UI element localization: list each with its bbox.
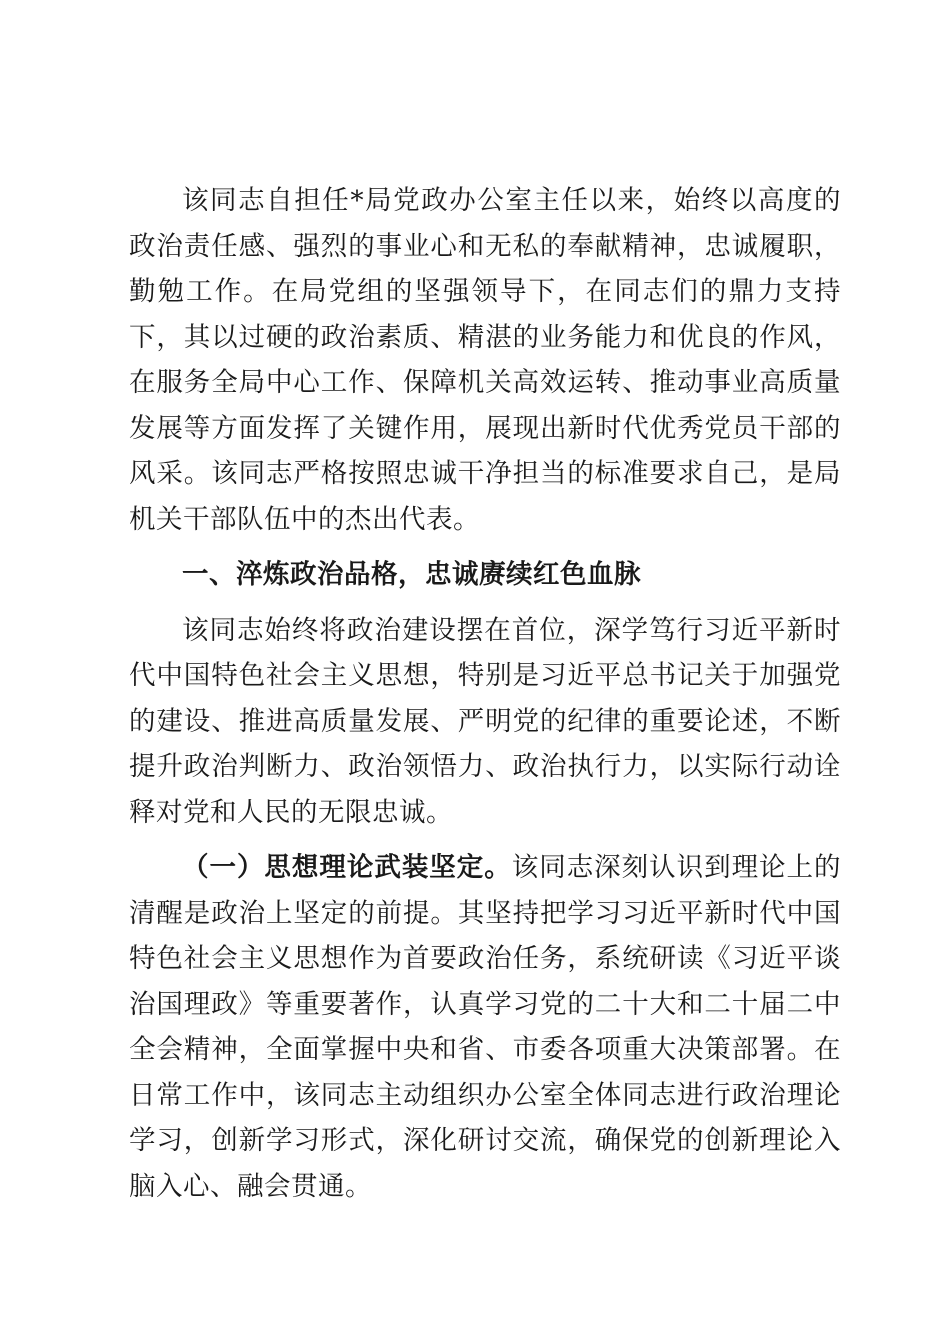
section-paragraph: 该同志始终将政治建设摆在首位，深学笃行习近平新时代中国特色社会主义思想，特别是习近平总书记关于加强党的建设、推进高质量发展、严明党的纪律的重要论述，不断提升政治判断力、政治领悟力、政治执行力，以实际行动诠释对党和人民的无限忠诚。 xyxy=(129,614,841,828)
paragraph-spacer xyxy=(129,835,841,845)
paragraph-spacer xyxy=(129,542,841,552)
subsection-lead: （一）思想理论武装坚定。 xyxy=(182,852,512,883)
subsection-body: 该同志深刻认识到理论上的清醒是政治上坚定的前提。其坚持把学习习近平新时代中国特色社会主义思想作为首要政治任务，系统研读《习近平谈治国理政》等重要著作，认真学习党的二十大和二十届二中全会精神，全面掌握中央和省、市委各项重大决策部署。在日常工作中，该同志主动组织办公室全体同志进行政治理论学习，创新学习形式，深化研讨交流，确保党的创新理论入脑入心、融会贯通。 xyxy=(129,852,842,1202)
subsection-paragraph xyxy=(129,845,841,1209)
intro-paragraph: 该同志自担任*局党政办公室主任以来，始终以高度的政治责任感、强烈的事业心和无私的奉献精神，忠诚履职，勤勉工作。在局党组的坚强领导下，在同志们的鼎力支持下，其以过硬的政治素质、精湛的业务能力和优良的作风，在服务全局中心工作、保障机关高效运转、推动事业高质量发展等方面发挥了关键作用，展现出新时代优秀党员干部的风采。该同志严格按照忠诚干净担当的标准要求自己，是局机关干部队伍中的杰出代表。 xyxy=(129,185,841,535)
document-body xyxy=(129,178,841,1209)
section-heading: 一、淬炼政治品格，忠诚赓续红色血脉 xyxy=(182,559,641,590)
paragraph-spacer xyxy=(129,598,841,608)
